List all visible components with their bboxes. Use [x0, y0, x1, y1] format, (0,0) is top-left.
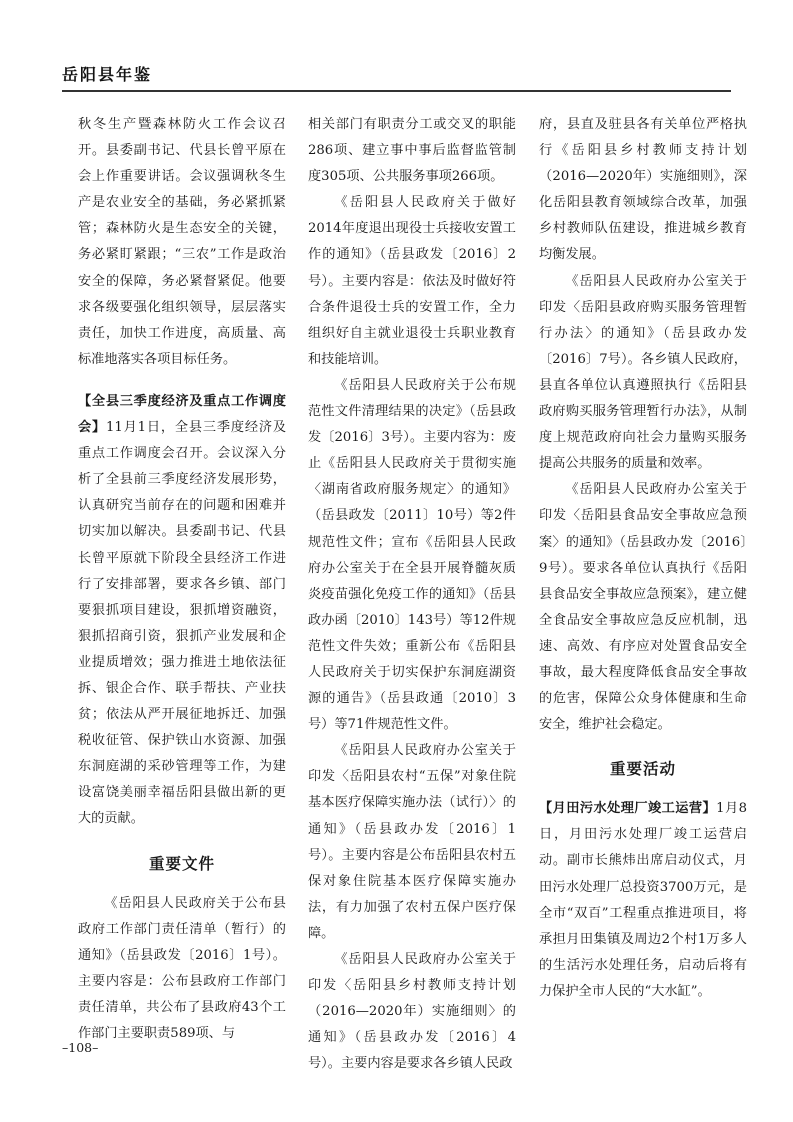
paragraph: 《岳阳县人民政府办公室关于印发〈岳阳县农村“五保”对象住院基本医疗保障实施办法（试行）〉的通知》（岳县政办发〔2016〕1号）。主要内容是公布岳阳县农村五保对象住院基本医疗保障实施办法，有力加强了农村五保户医疗保障。 — [308, 743, 516, 941]
paragraph-body: 11月1日，全县三季度经济及重点工作调度会召开。会议深入分析了全县前三季度经济发展形势，认真研究当前存在的问题和困难并切实加以解决。县委副书记、代县长曾平原就下阶段全县经济工作进行了安排部署，要求各乡镇、部门要狠抓项目建设，狠抓增资融资，狠抓招商引资，狠抓产业发展和企业提质增效；强力推进土地依法征拆、银企合作、联手帮扶、产业扶贫；依法从严开展征地拆迁、加强税收征管、保护铁山水资源、加强东洞庭湖的采砂管理等工作，为建设富饶美丽幸福岳阳县做出新的更大的贡献。 — [78, 420, 287, 827]
paragraph: 《岳阳县人民政府关于做好2014年度退出现役士兵接收安置工作的通知》（岳县政发〔2016〕2号）。主要内容是：依法及时做好符合条件退役士兵的安置工作，全力组织好自主就业退役士兵职业教育和技能培训。 — [308, 195, 516, 367]
header-divider — [62, 90, 731, 92]
column-3 — [539, 112, 747, 1005]
column-1 — [78, 112, 286, 1047]
page-number: –108– — [62, 1040, 99, 1055]
paragraph: 《岳阳县人民政府关于公布县政府工作部门责任清单（暂行）的通知》（岳县政发〔2016〕1号）。主要内容是：公布县政府工作部门责任清单，共公布了县政府43个工作部门主要职责589项、与 — [78, 895, 286, 1041]
paragraph-meeting — [78, 389, 286, 833]
paragraph-body: 1月8日，月田污水处理厂竣工运营启动。副市长熊炜出席启动仪式，月田污水处理厂总投资3700万元，是全市“双百”工程重点推进项目，将承担月田集镇及周边2个村1万多人的生活污水处理任务，启动后将有力保护全市人民的“大水缸”。 — [539, 801, 748, 999]
paragraph: 秋冬生产暨森林防火工作会议召开。县委副书记、代县长曾平原在会上作重要讲话。会议强调秋冬生产是农业安全的基础，务必紧抓紧管；森林防火是生态安全的关键，务必紧盯紧跟；“三农”工作是政治安全的保障，务必紧督紧促。他要求各级要强化组织领导，层层落实责任，加快工作进度，高质量、高标准地落实各项目标任务。 — [78, 117, 286, 367]
paragraph: 《岳阳县人民政府办公室关于印发〈岳阳县食品安全事故应急预案〉的通知》（岳县政办发〔2016〕9号）。要求各单位认真执行《岳阳县食品安全事故应急预案》，建立健全食品安全事故应急反应机制，迅速、高效、有序应对处置食品安全事故，最大程度降低食品安全事故的危害，保障公众身体健康和生命安全，维护社会稳定。 — [539, 482, 747, 733]
paragraph-heading: 【全县三季度经济及重点工作调度会】 — [78, 393, 286, 436]
paragraph: 府，县直及驻县各有关单位严格执行《岳阳县乡村教师支持计划（2016—2020年）实施细则》，深化岳阳县教育领域综合改革，加强乡村教师队伍建设，推进城乡教育均衡发展。 — [539, 117, 747, 263]
column-2 — [308, 112, 516, 1077]
paragraph: 相关部门有职责分工或交叉的职能286项、建立事中事后监督监管制度305项、公共服务事项266项。 — [308, 117, 516, 185]
section-title-activities: 重要活动 — [609, 760, 676, 779]
paragraph-heading: 【月田污水处理厂竣工运营】 — [539, 801, 717, 817]
page-header-title: 岳阳县年鉴 — [62, 65, 153, 84]
paragraph: 《岳阳县人民政府办公室关于印发〈岳阳县乡村教师支持计划（2016—2020年）实施细则〉的通知》（岳县政办发〔2016〕4号）。主要内容是要求各乡镇人民政 — [308, 952, 516, 1072]
paragraph-activity — [539, 796, 747, 1005]
section-title-documents: 重要文件 — [148, 854, 215, 873]
paragraph: 《岳阳县人民政府办公室关于印发〈岳阳县政府购买服务管理暂行办法〉的通知》（岳县政办发〔2016〕7号）。各乡镇人民政府，县直各单位认真遵照执行《岳阳县政府购买服务管理暂行办法》，从制度上规范政府向社会力量购买服务提高公共服务的质量和效率。 — [539, 273, 747, 472]
paragraph: 《岳阳县人民政府关于公布规范性文件清理结果的决定》（岳县政发〔2016〕3号）。主要内容为：废止《岳阳县人民政府关于贯彻实施〈湖南省政府服务规定〉的通知》（岳县政发〔2011〕10号）等2件规范性文件；宣布《岳阳县人民政府办公室关于在全县开展脊髓灰质炎疫苗强化免疫工作的通知》（岳县政办函〔2010〕143号）等12件规范性文件失效；重新公布《岳阳县人民政府关于切实保护东洞庭湖资源的通告》（岳县政通〔2010〕3号）等71件规范性文件。 — [308, 377, 516, 733]
